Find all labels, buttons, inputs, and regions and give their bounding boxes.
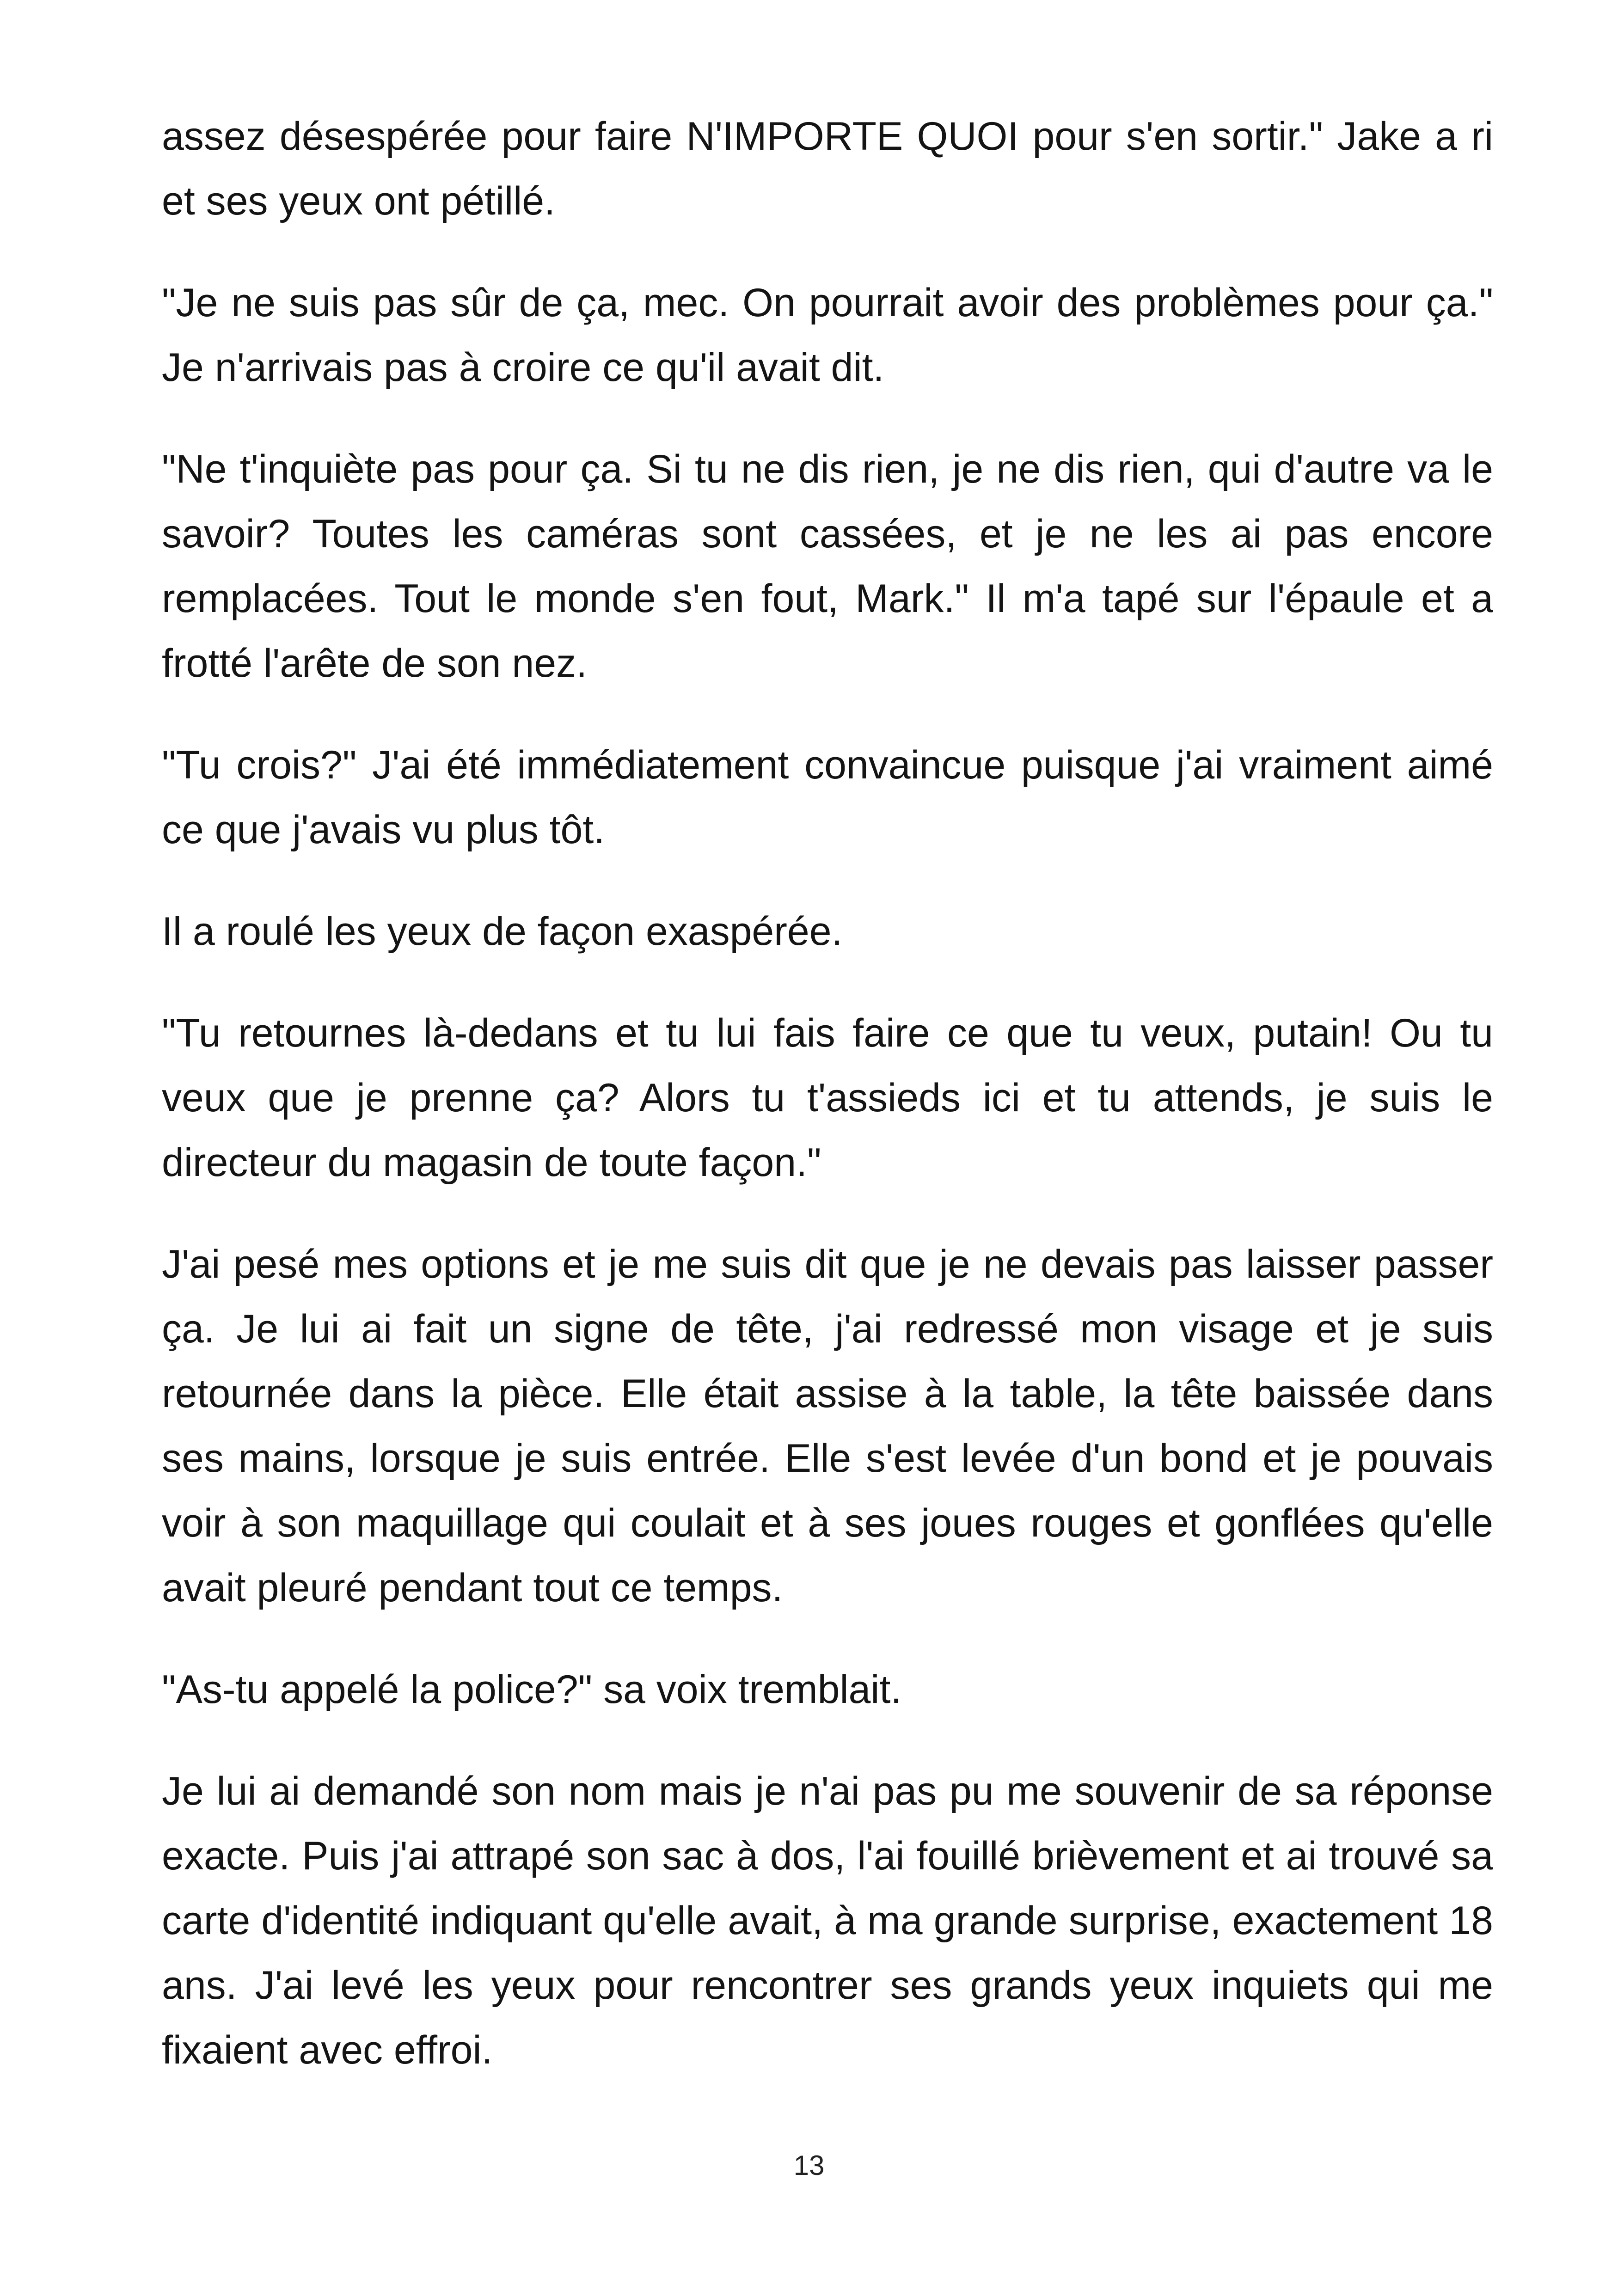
paragraph-6: "Tu retournes là-dedans et tu lui fais faire ce que tu veux, putain! Ou tu veux que je prenne ça? Alors tu t'assieds ici et tu attends, je suis le directeur du magasin de toute façon."	[162, 1011, 1493, 1185]
paragraph-7: J'ai pesé mes options et je me suis dit que je ne devais pas laisser passer ça. Je lui ai fait un signe de tête, j'ai redressé mon visage et je suis retournée dans la pièce. Elle était assise à la table, la tête baissée dans ses mains, lorsque je suis entrée. Elle s'est levée d'un bond et je pouvais voir à son maquillage qui coulait et à ses joues rouges et gonflées qu'elle avait pleuré pendant tout ce temps.	[162, 1242, 1493, 1610]
paragraph-1: assez désespérée pour faire N'IMPORTE QUOI pour s'en sortir." Jake a ri et ses yeux ont pétillé.	[162, 114, 1493, 223]
paragraph-9: Je lui ai demandé son nom mais je n'ai pas pu me souvenir de sa réponse exacte. Puis j'ai attrapé son sac à dos, l'ai fouillé brièvement et ai trouvé sa carte d'identité indiquant qu'elle avait, à ma grande surprise, exactement 18 ans. J'ai levé les yeux pour rencontrer ses grands yeux inquiets qui me fixaient avec effroi.	[162, 1769, 1493, 2072]
paragraph-3: "Ne t'inquiète pas pour ça. Si tu ne dis rien, je ne dis rien, qui d'autre va le savoir? Toutes les caméras sont cassées, et je ne les ai pas encore remplacées. Tout le monde s'en fout, Mark." Il m'a tapé sur l'épaule et a frotté l'arête de son nez.	[162, 447, 1493, 686]
body-text	[162, 104, 1493, 2119]
page-number: 13	[793, 2150, 825, 2181]
paragraph-8: "As-tu appelé la police?" sa voix tremblait.	[162, 1667, 902, 1712]
paragraph-2: "Je ne suis pas sûr de ça, mec. On pourrait avoir des problèmes pour ça." Je n'arrivais pas à croire ce qu'il avait dit.	[162, 281, 1493, 390]
paragraph-5: Il a roulé les yeux de façon exaspérée.	[162, 909, 843, 954]
paragraph-4: "Tu crois?" J'ai été immédiatement convaincue puisque j'ai vraiment aimé ce que j'avais vu plus tôt.	[162, 743, 1493, 852]
